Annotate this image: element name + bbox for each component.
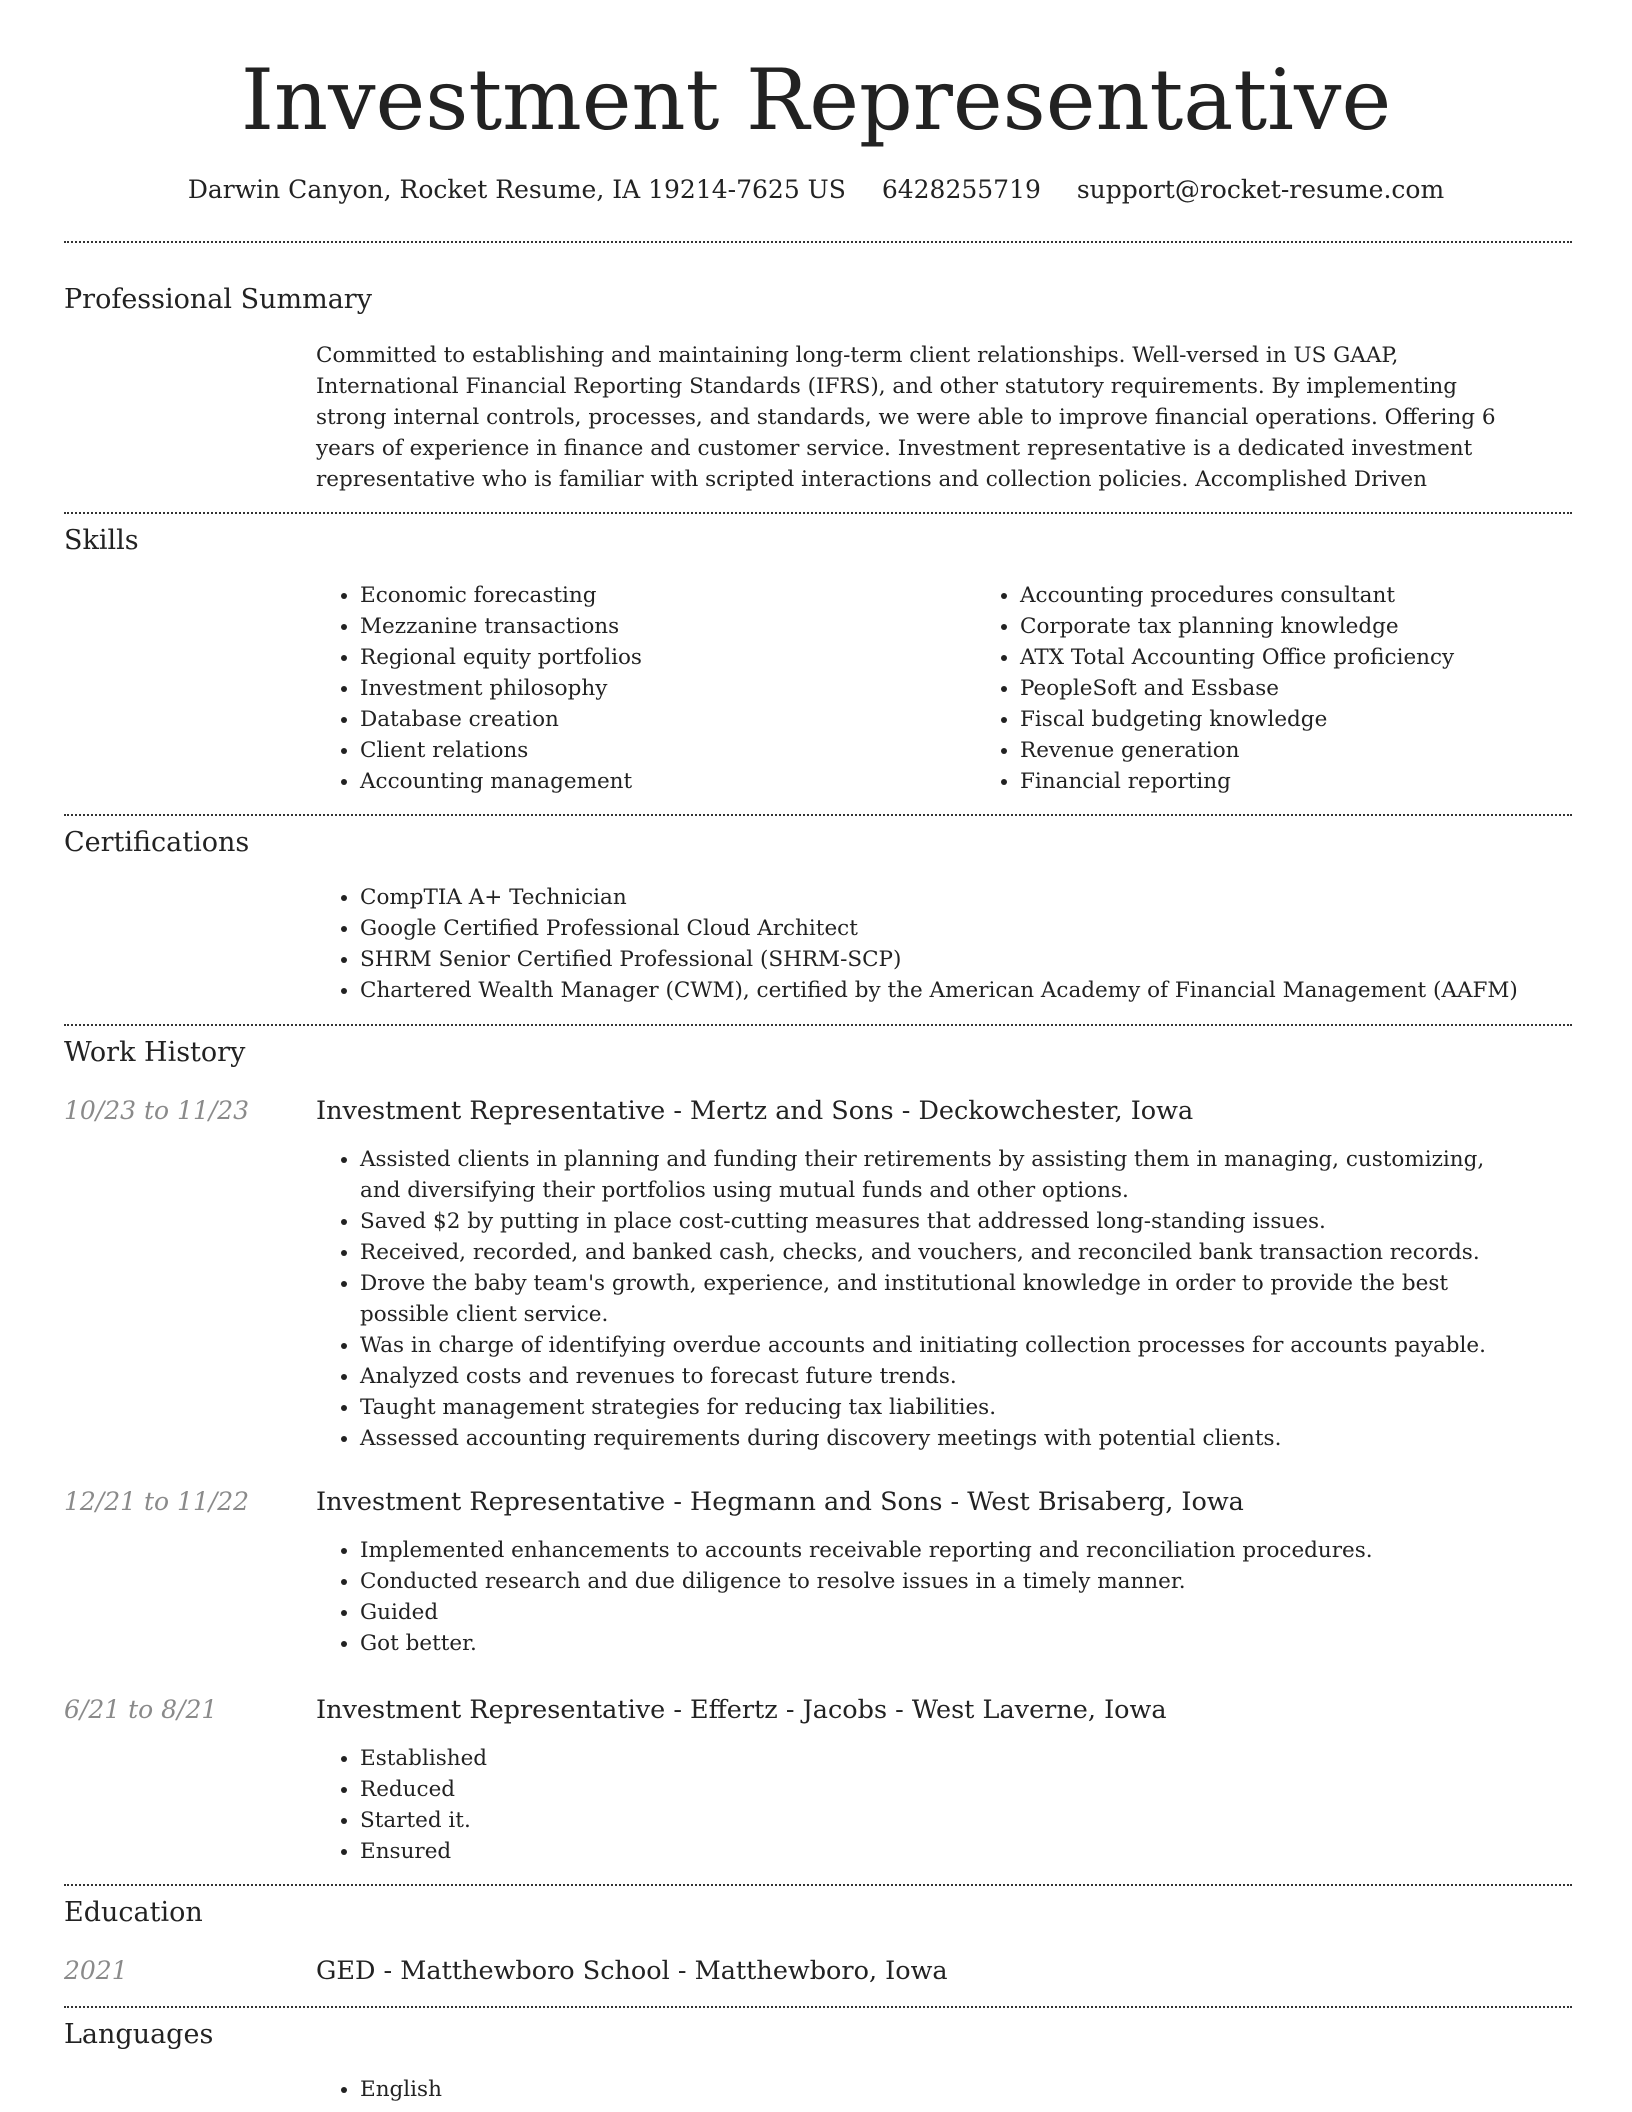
- skill-item: • Accounting procedures consultant: [1020, 580, 1632, 611]
- duty-item: • Ensured: [360, 1836, 1528, 1867]
- certifications-content: [316, 882, 1572, 1006]
- job-title: Investment Representative - Effertz - Jacobs - West Laverne, Iowa: [316, 1695, 1167, 1725]
- duty-item: • Got better.: [360, 1628, 1528, 1659]
- skill-item: • Database creation: [360, 704, 976, 735]
- duty-item: • Was in charge of identifying overdue accounts and initiating collection processes for accounts payable.: [360, 1330, 1528, 1361]
- job-duties: [316, 1535, 1528, 1659]
- certification-item: • Google Certified Professional Cloud Architect: [360, 913, 1572, 944]
- duty-item: • Reduced: [360, 1774, 1528, 1805]
- language-item: • English: [360, 2074, 1528, 2105]
- languages-heading: Languages: [64, 2019, 214, 2050]
- skill-item: • Investment philosophy: [360, 673, 976, 704]
- skills-column-left: [316, 580, 976, 797]
- divider: [64, 1884, 1572, 1886]
- job-date: 12/21 to 11/22: [64, 1487, 250, 1516]
- skills-list: [316, 580, 1572, 797]
- education-degree: GED - Matthewboro School - Matthewboro, Iowa: [316, 1956, 948, 1986]
- languages-content: [316, 2074, 1528, 2105]
- skill-item: • Corporate tax planning knowledge: [1020, 611, 1632, 642]
- summary-content: [316, 340, 1528, 495]
- duty-item: • Drove the baby team's growth, experience, and institutional knowledge in order to provide the best possible client service.: [360, 1268, 1528, 1330]
- education-date: 2021: [64, 1956, 128, 1985]
- summary-heading: Professional Summary: [64, 284, 372, 315]
- duty-item: • Established: [360, 1743, 1528, 1774]
- education-heading: Education: [64, 1897, 203, 1928]
- job-duties: [316, 1144, 1528, 1454]
- duty-item: • Started it.: [360, 1805, 1528, 1836]
- duty-item: • Guided: [360, 1597, 1528, 1628]
- job-title: Investment Representative - Mertz and Sons - Deckowchester, Iowa: [316, 1096, 1194, 1126]
- job-duties: [316, 1743, 1528, 1867]
- skill-item: • ATX Total Accounting Office proficiency: [1020, 642, 1632, 673]
- contact-phone: 6428255719: [881, 175, 1041, 204]
- job-date: 10/23 to 11/23: [64, 1096, 250, 1125]
- job-duties-list: [316, 1743, 1528, 1867]
- skill-item: • Accounting management: [360, 766, 976, 797]
- divider: [64, 2006, 1572, 2008]
- certification-item: • SHRM Senior Certified Professional (SHRM-SCP): [360, 944, 1572, 975]
- contact-address: Darwin Canyon, Rocket Resume, IA 19214-7625 US: [187, 175, 846, 204]
- skill-item: • Financial reporting: [1020, 766, 1632, 797]
- skill-item: • Regional equity portfolios: [360, 642, 976, 673]
- summary-text: Committed to establishing and maintaining long-term client relationships. Well-versed in US GAAP, International Financial Reporting Standards (IFRS), and other statutory requirements. By implementing strong internal controls, processes, and standards, we were able to improve financial operations. Offering 6 years of experience in finance and customer service. Investment representative is a dedicated investment representative who is familiar with scripted interactions and collection policies. Accomplished Driven: [316, 343, 1496, 492]
- candidate-name: Investment Representative: [240, 51, 1392, 149]
- certification-item: • Chartered Wealth Manager (CWM), certified by the American Academy of Financial Management (AAFM): [360, 975, 1572, 1006]
- skill-item: • PeopleSoft and Essbase: [1020, 673, 1632, 704]
- divider: [64, 814, 1572, 816]
- contact-line: [0, 172, 1632, 208]
- skills-column-right: [976, 580, 1632, 797]
- certification-item: • CompTIA A+ Technician: [360, 882, 1572, 913]
- duty-item: • Conducted research and due diligence to resolve issues in a timely manner.: [360, 1566, 1528, 1597]
- divider: [64, 241, 1572, 243]
- job-duties-list: [316, 1535, 1528, 1659]
- skill-item: • Fiscal budgeting knowledge: [1020, 704, 1632, 735]
- skills-heading: Skills: [64, 525, 139, 556]
- contact-email: support@rocket-resume.com: [1076, 175, 1445, 204]
- duty-item: • Taught management strategies for reducing tax liabilities.: [360, 1392, 1528, 1423]
- job-duties-list: [316, 1144, 1528, 1454]
- duty-item: • Assisted clients in planning and funding their retirements by assisting them in managing, customizing, and diversifying their portfolios using mutual funds and other options.: [360, 1144, 1528, 1206]
- work-history-heading: Work History: [64, 1037, 246, 1068]
- duty-item: • Received, recorded, and banked cash, checks, and vouchers, and reconciled bank transaction records.: [360, 1237, 1528, 1268]
- skill-item: • Client relations: [360, 735, 976, 766]
- duty-item: • Implemented enhancements to accounts receivable reporting and reconciliation procedures.: [360, 1535, 1528, 1566]
- certifications-heading: Certifications: [64, 827, 250, 858]
- duty-item: • Saved $2 by putting in place cost-cutting measures that addressed long-standing issues.: [360, 1206, 1528, 1237]
- job-title: Investment Representative - Hegmann and Sons - West Brisaberg, Iowa: [316, 1487, 1244, 1517]
- duty-item: • Assessed accounting requirements during discovery meetings with potential clients.: [360, 1423, 1528, 1454]
- languages-list: [316, 2074, 1528, 2105]
- certifications-list: [316, 882, 1572, 1006]
- skill-item: • Revenue generation: [1020, 735, 1632, 766]
- skill-item: • Mezzanine transactions: [360, 611, 976, 642]
- duty-item: • Analyzed costs and revenues to forecast future trends.: [360, 1361, 1528, 1392]
- divider: [64, 1024, 1572, 1026]
- skill-item: • Economic forecasting: [360, 580, 976, 611]
- job-date: 6/21 to 8/21: [64, 1695, 218, 1724]
- divider: [64, 512, 1572, 514]
